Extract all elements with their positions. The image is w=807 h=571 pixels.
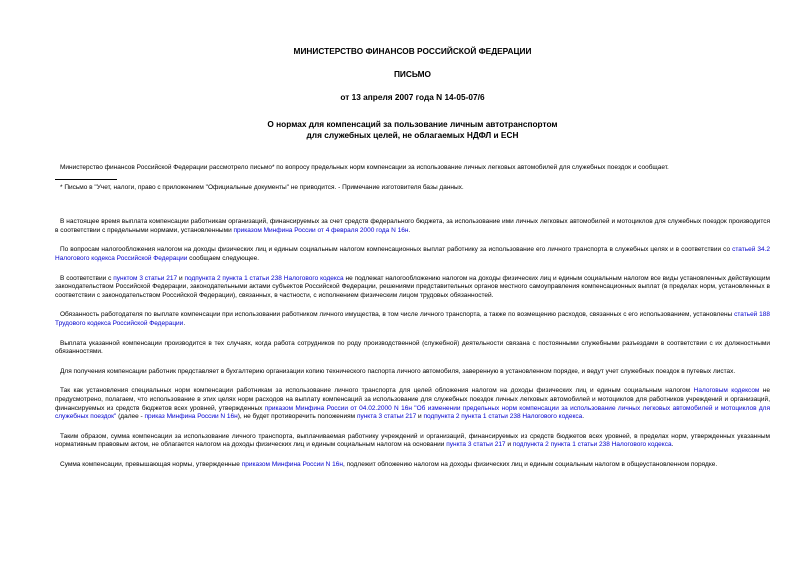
paragraph-8 [55,433,770,450]
link-article-238[interactable]: подпункта 2 пункта 1 статьи 238 Налогового кодекса [184,274,344,282]
paragraph-text: не подлежат налогообложению налогом на доходы физических лиц и единым социальным налогом все виды установленных действующим законодательством Российской Федерации, законодательными актами субъектов Российской Федерации, решениями представительных органов местного самоуправления компенсационных выплат (в пределах норм, установленных в соответствии с законодательством Российской Федерации), связанных, в частности, с исполнением физическим лицом трудовых обязанностей. [55,274,770,299]
paragraph-2 [55,246,770,263]
link-tax-code[interactable]: Налоговым кодексом [693,387,760,395]
paragraph-5: Выплата указанной компенсации производится в тех случаях, когда работа сотрудников по роду производственной (служебной) деятельности связана с постоянными служебными разъездами в соответствии с их должностными обязанностями. [55,339,770,356]
footnote: * Письмо в "Учет, налоги, право с приложением "Официальные документы" не приводится. - Примечание изготовителя базы данных. [60,183,464,191]
paragraph-text: и [416,413,424,421]
paragraph-text: В настоящее время выплата компенсации работникам организаций, финансируемых за счет средств федерального бюджета, за использование ими личных легковых автомобилей и мотоциклов для служебных поездок производится в соответствии с предельными нормами, установленными [55,218,770,234]
intro-paragraph: Министерство финансов Российской Федерации рассмотрело письмо* по вопросу предельных норм компенсации за использование личных легковых автомобилей для служебных поездок и сообщает. [60,164,669,171]
link-article-34-2[interactable]: статьей 34.2 Налогового кодекса Российской Федерации [55,246,771,262]
paragraph-text: Сумма компенсации, превышающая нормы, утвержденные [60,460,242,468]
paragraph-text: Таким образом, сумма компенсации за использование личного транспорта, выплачиваемая работнику учреждений и организаций, финансируемых из средств бюджетов всех уровней, в пределах норм, утвержденных указанным нормативным правовым актом, не облагается налогом на доходы физических лиц и единым социальным налогом на основании [55,432,770,449]
link-article-238[interactable]: подпункта 2 пункта 1 статьи 238 Налогового кодекса [423,413,583,421]
link-article-217[interactable]: пункта 3 статьи 217 [356,413,417,421]
link-order-16n-full[interactable]: приказом Минфина России от 04.02.2000 N 16н "Об изменении предельных норм компенсации за использование личных легковых автомобилей и мотоциклов для служебных поездок" [55,404,770,421]
document-date-number: от 13 апреля 2007 года N 14-05-07/6 [340,92,485,102]
link-order-16n[interactable]: приказом Минфина России от 4 февраля 2000 года N 16н [233,226,409,234]
footnote-separator [55,179,117,180]
paragraph-text: не предусмотрено, полагаем, что использование в этих целях норм расходов на выплату компенсаций за использование для служебных поездок личных легковых автомобилей и мотоциклов для работников учреждений и организаций, финансируемых из средств бюджетов всех уровней, утвержденных [55,387,771,412]
paragraph-text: и [177,274,185,282]
paragraph-4 [55,311,770,328]
link-article-217[interactable]: пунктом 3 статьи 217 [113,274,178,282]
paragraph-text: сообщаем следующее. [187,254,260,262]
paragraph-text: Так как установления специальных норм компенсации работникам за использование личного транспорта для целей обложения налогом на доходы физических лиц и единым социальным налогом [60,387,694,395]
paragraph-text: По вопросам налогообложения налогом на доходы физических лиц и единым социальным налогом компенсационных выплат работнику за использование его личного транспорта в служебных целях и в соответствии со [60,246,733,254]
link-article-238[interactable]: подпункта 2 пункта 1 статьи 238 Налогового кодекса [512,441,672,449]
paragraph-text: и [505,441,513,449]
paragraph-text: В соответствии с [60,274,114,282]
title-line-2: для служебных целей, не облагаемых НДФЛ и ЕСН [306,130,519,140]
paragraph-text: (далее - [116,413,145,421]
paragraph-text: . [671,441,674,449]
paragraph-9 [55,461,770,470]
ministry-heading: МИНИСТЕРСТВО ФИНАНСОВ РОССИЙСКОЙ ФЕДЕРАЦИИ [293,46,532,56]
paragraph-6: Для получения компенсации работник представляет в бухгалтерию организации копию технического паспорта личного автомобиля, заверенную в установленном порядке, и ведут учет служебных поездок в путевых листах. [60,367,736,375]
paragraph-text: ), не будет противоречить положениям [237,413,357,421]
paragraph-text: , подлежит обложению налогом на доходы физических лиц и единым социальным налогом в общеустановленном порядке. [343,460,718,468]
paragraph-text: . [582,413,585,421]
paragraph-text: . [183,319,186,327]
paragraph-text: Обязанность работодателя по выплате компенсации при использовании работником личного имущества, в том числе личного транспорта, а также по возмещению расходов, связанных с его использованием, установлены [60,311,735,319]
paragraph-text: . [408,226,411,234]
title-line-1: О нормах для компенсаций за пользование личным автотранспортом [267,119,558,129]
link-order-16n-short[interactable]: приказ Минфина России N 16н [144,413,238,421]
document-type: ПИСЬМО [393,69,432,79]
link-labor-code-188[interactable]: статьей 188 Трудового кодекса Российской Федерации [55,311,770,327]
document-page [55,46,770,469]
paragraph-3 [55,275,770,301]
link-article-217[interactable]: пункта 3 статьи 217 [446,441,506,449]
document-title [55,119,770,141]
link-order-16n-short[interactable]: приказом Минфина России N 16н [241,460,344,468]
paragraph-1 [55,218,770,235]
paragraph-7 [55,387,770,421]
